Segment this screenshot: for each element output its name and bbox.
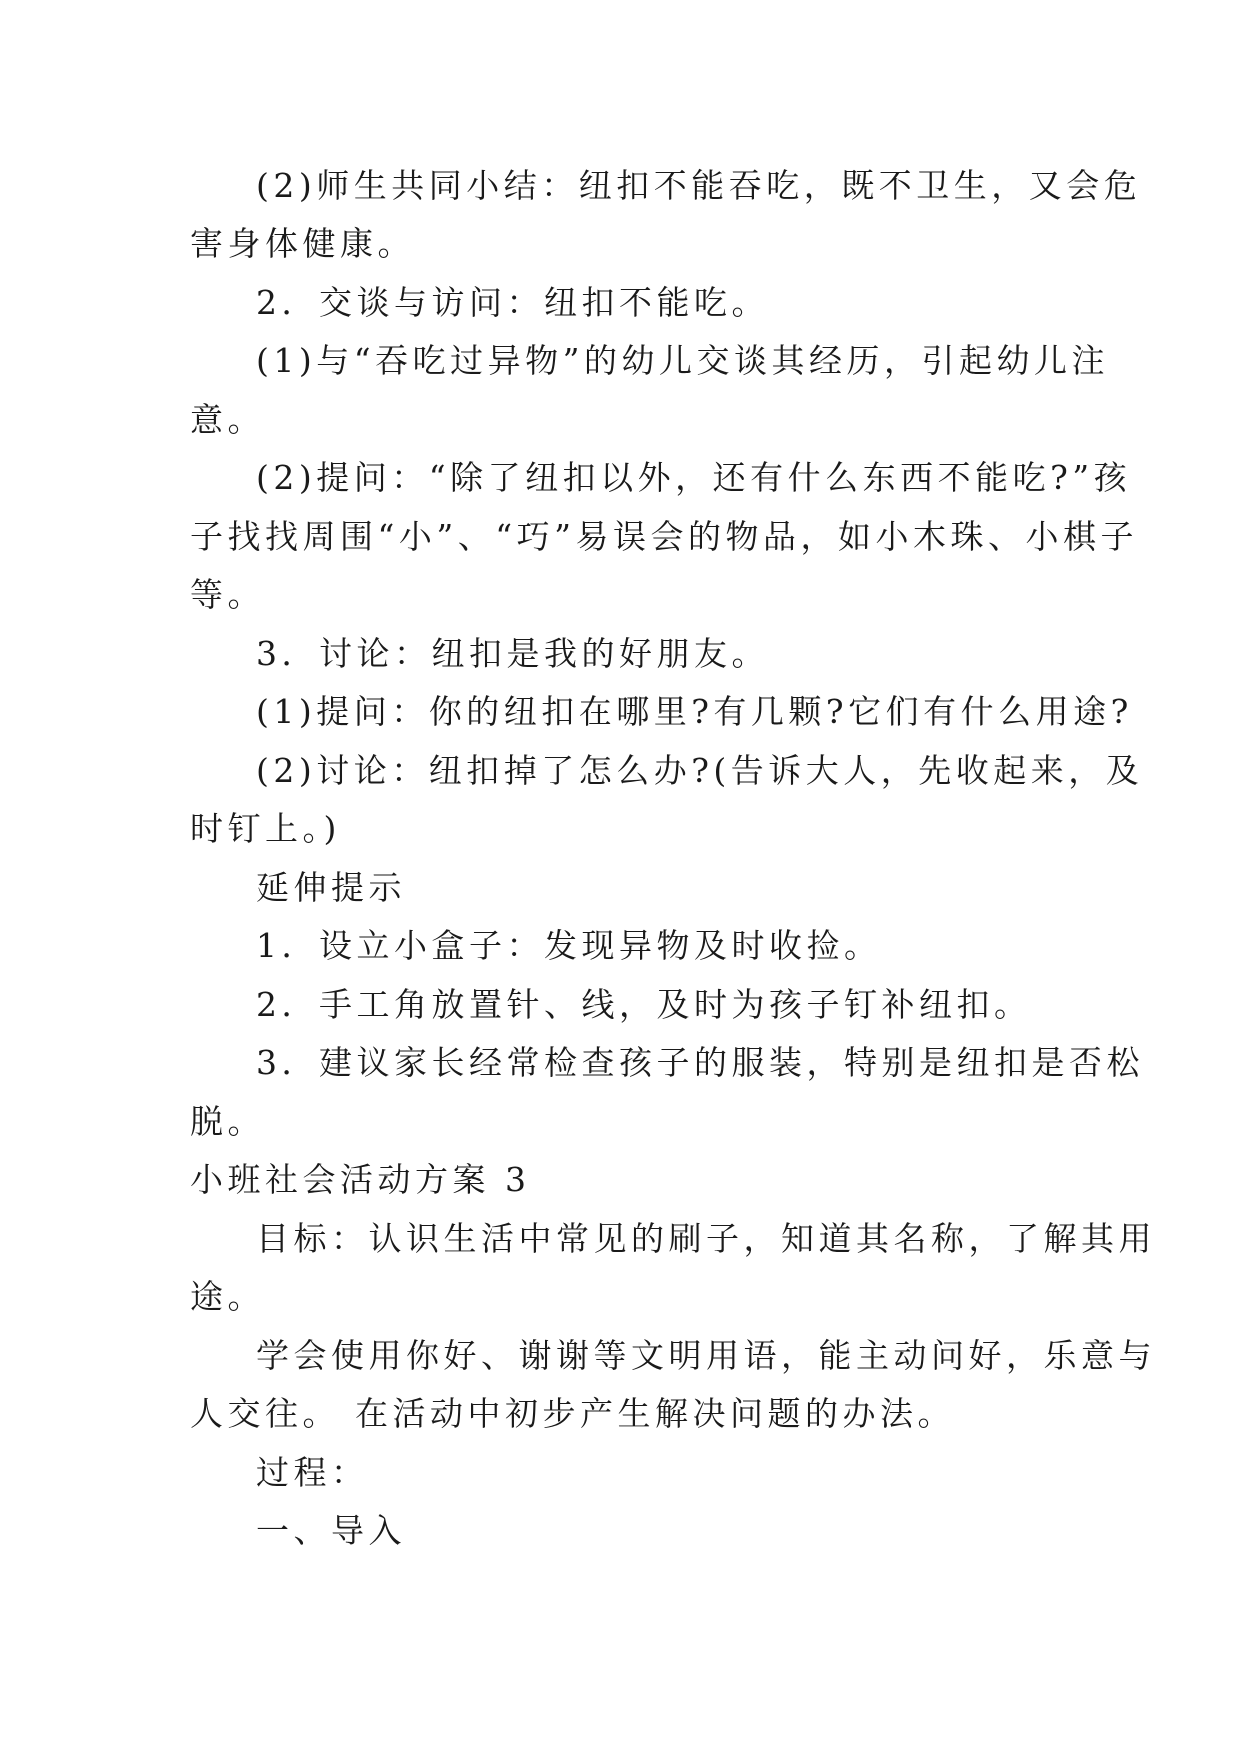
paragraph-line: 时钉上。) — [190, 809, 341, 848]
paragraph-line: 途。 — [190, 1277, 265, 1316]
paragraph-line: (2)师生共同小结：纽扣不能吞吃，既不卫生，又会危 — [256, 166, 1142, 205]
paragraph-line: 2．交谈与访问：纽扣不能吃。 — [256, 283, 769, 322]
paragraph-line: 3．建议家长经常检查孩子的服装，特别是纽扣是否松 — [256, 1043, 1144, 1082]
paragraph-line: 意。 — [190, 400, 265, 439]
paragraph-line: 1．设立小盒子：发现异物及时收捡。 — [256, 926, 882, 965]
paragraph-line: (2)提问：“除了纽扣以外，还有什么东西不能吃?”孩 — [256, 458, 1132, 497]
paragraph-line: (2)讨论：纽扣掉了怎么办?(告诉大人，先收起来，及 — [256, 751, 1144, 790]
paragraph-line: (1)提问：你的纽扣在哪里?有几颗?它们有什么用途? — [256, 692, 1133, 731]
section-heading: 延伸提示 — [256, 868, 406, 907]
paragraph-line: 过程： — [256, 1453, 369, 1492]
paragraph-line: 等。 — [190, 575, 265, 614]
paragraph-line: 学会使用你好、谢谢等文明用语，能主动问好，乐意与 — [256, 1336, 1156, 1375]
paragraph-line: 一、导入 — [256, 1511, 406, 1550]
paragraph-line: 害身体健康。 — [190, 224, 415, 263]
paragraph-line: (1)与“吞吃过异物”的幼儿交谈其经历，引起幼儿注 — [256, 341, 1109, 380]
paragraph-line: 人交往。 在活动中初步产生解决问题的办法。 — [190, 1394, 955, 1433]
paragraph-line: 子找找周围“小”、“巧”易误会的物品，如小木珠、小棋子 — [190, 517, 1138, 556]
paragraph-line: 2．手工角放置针、线，及时为孩子钉补纽扣。 — [256, 985, 1032, 1024]
section-title: 小班社会活动方案 3 — [190, 1160, 531, 1199]
paragraph-line: 脱。 — [190, 1102, 265, 1141]
paragraph-line: 3．讨论：纽扣是我的好朋友。 — [256, 634, 769, 673]
paragraph-line: 目标：认识生活中常见的刷子，知道其名称，了解其用 — [256, 1219, 1156, 1258]
